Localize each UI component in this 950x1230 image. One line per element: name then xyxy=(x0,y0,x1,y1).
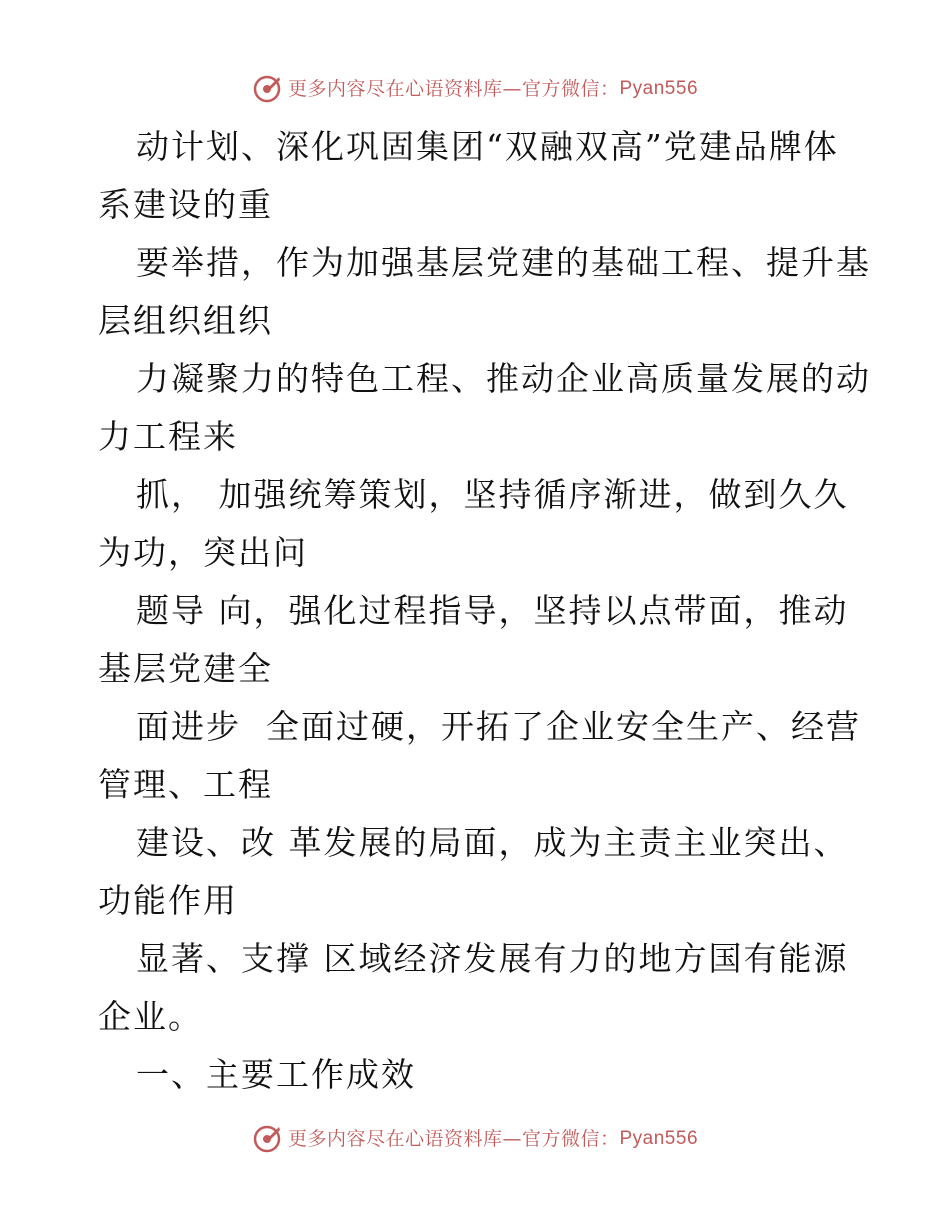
watermark-text: 更多内容尽在心语资料库 xyxy=(287,1128,503,1150)
paragraph-line: 建设、改 革发展的局面，成为主责主业突出、 xyxy=(136,823,849,862)
paragraph-line: 力工程来 xyxy=(98,417,238,456)
paragraph-line: 题导 向，强化过程指导，坚持以点带面，推动 xyxy=(136,591,849,630)
paragraph-line: 企业。 xyxy=(98,997,203,1036)
header-watermark xyxy=(0,74,950,104)
watermark-separator: — xyxy=(502,78,522,100)
watermark-separator: — xyxy=(502,1128,522,1150)
watermark-text: 更多内容尽在心语资料库 xyxy=(287,78,503,100)
watermark-label: 官方微信： xyxy=(521,1128,620,1150)
paragraph-line: 为功，突出问 xyxy=(98,533,308,572)
paragraph-line: 要举措，作为加强基层党建的基础工程、提升基 xyxy=(136,243,871,282)
paragraph xyxy=(98,118,868,234)
paragraph-line: 层组织组织 xyxy=(98,301,273,340)
quill-logo-icon xyxy=(252,74,282,104)
quill-logo-icon xyxy=(252,1124,282,1154)
paragraph xyxy=(98,234,871,350)
document-body xyxy=(98,118,871,1104)
paragraph xyxy=(98,582,868,698)
paragraph-line: 系建设的重 xyxy=(98,185,273,224)
paragraph xyxy=(98,698,868,814)
footer-watermark xyxy=(0,1124,950,1154)
paragraph-line: 功能作用 xyxy=(98,881,238,920)
watermark-wechat-id: Pyan556 xyxy=(619,78,699,99)
paragraph-line: 抓， 加强统筹策划，坚持循序渐进，做到久久 xyxy=(136,475,849,514)
section-heading-text: 一、主要工作成效 xyxy=(136,1055,416,1094)
paragraph-line: 力凝聚力的特色工程、推动企业高质量发展的动 xyxy=(136,359,871,398)
paragraph-line: 管理、工程 xyxy=(98,765,273,804)
section-heading xyxy=(98,1046,868,1104)
watermark-label: 官方微信： xyxy=(521,78,620,100)
paragraph-line: 显著、支撑 区域经济发展有力的地方国有能源 xyxy=(136,939,849,978)
paragraph xyxy=(98,466,868,582)
paragraph xyxy=(98,350,871,466)
paragraph-line: 面进步 全面过硬，开拓了企业安全生产、经营 xyxy=(136,707,861,746)
watermark-wechat-id: Pyan556 xyxy=(619,1128,699,1149)
paragraph xyxy=(98,814,868,930)
paragraph-line: 动计划、深化巩固集团“双融双高”党建品牌体 xyxy=(136,127,839,166)
paragraph-line: 基层党建全 xyxy=(98,649,273,688)
paragraph xyxy=(98,930,868,1046)
